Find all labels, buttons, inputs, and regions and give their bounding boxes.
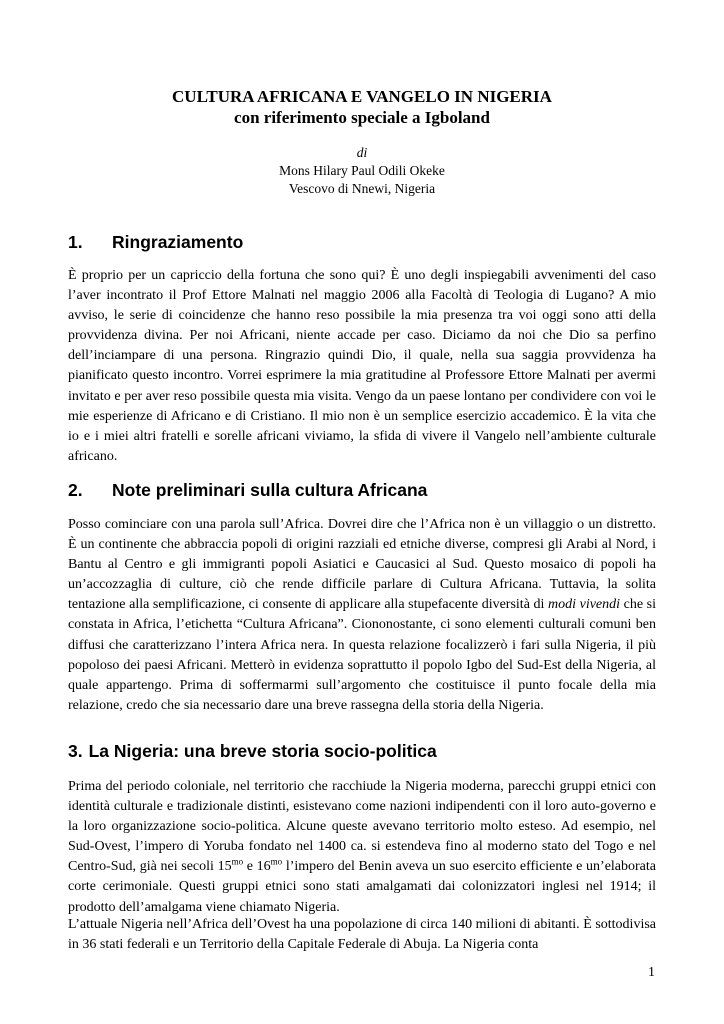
section-3-paragraph-1 [68,777,656,918]
section-1-title: Ringraziamento [112,232,244,252]
section-2-text-a: Posso cominciare con una parola sull’Africa. Dovrei dire che l’Africa non è un villaggio o un distretto. È un continente che abbraccia popoli di origini razziali ed etniche diverse, compresi gli Arabi al Nord, i Bantu al Centro e gli immigranti popoli Asiatici e Caucasici al Sud. Questo mosaico di popoli ha un’accozzaglia di culture, ciò che rende difficile parlare di Cultura Africana. Tuttavia, la solita tentazione alla semplificazione, ci consente di applicare alla stupefacente diversità di [68,517,656,613]
section-1-paragraph: È proprio per un capriccio della fortuna che sono qui? È uno degli inspiegabili avvenimenti del caso l’aver incontrato il Prof Ettore Malnati nel maggio 2006 alla Facoltà di Teologia di Lugano? A mio avviso, le serie di coincidenze che hanno reso possibile la mia presenza tra voi oggi sono atti della provvidenza divina. Per noi Africani, niente accade per caso. Diciamo da noi che Dio sa perfino dell’inciampare di una persona. Ringrazio quindi Dio, il quale, nella sua saggia provvidenza ha pianificato questo incontro. Vorrei esprimere la mia gratitudine al Professore Ettore Malnati per avermi invitato e per aver reso possibile questa mia visita. Vengo da un paese lontano per condividere con voi le mie esperienze di Africano e di Cristiano. Il mio non è un semplice esercizio accademico. È la vita che io e i miei altri fratelli e sorelle africani viviamo, la sfida di vivere il Vangelo nell’ambiente culturale africano. [68,268,656,464]
section-3-title: La Nigeria: una breve storia socio-politica [88,741,437,761]
author-name: Mons Hilary Paul Odili Okeke [279,163,445,178]
section-2-italic-term: modi vivendi [548,597,621,613]
byline-di: di [356,145,368,160]
superscript-mo-2: mo [270,856,283,867]
section-3-paragraph-2: L’attuale Nigeria nell’Africa dell’Ovest ha una popolazione di circa 140 milioni di abitanti. È sottodivisa in 36 stati federali e un Territorio della Capitale Federale di Abuja. La Nigeria conta [68,917,656,953]
section-3-text-b: e 16 [243,859,271,875]
section-2-text-b: che si constata in Africa, l’etichetta “Cultura Africana”. Ciononostante, ci sono elementi culturali comuni ben diffusi che caratterizzano l’intera Africa nera. In questa relazione focalizzerò i fari sulla Nigeria, il più popoloso dei paesi Africani. Metterò in evidenza soprattutto il popolo Igbo del Sud-Est della Nigeria, al quale appartengo. Prima di soffermarmi sull’argomento che costituisce il punto focale della mia relazione, credo che sia necessario dare una breve rassegna della storia della Nigeria. [68,597,656,713]
document-subtitle: con riferimento speciale a Igboland [234,108,490,127]
section-3-number: 3. [68,741,83,761]
section-3-text-a: Prima del periodo coloniale, nel territorio che racchiude la Nigeria moderna, parecchi gruppi etnici con identità culturale e tradizionale distinti, esistevano come nazioni indipendenti con il loro auto-governo e la loro organizzazione socio-politica. Alcune queste avevano territorio molto esteso. Ad esempio, nel Sud-Ovest, l’impero di Yoruba fondato nel 1400 ca. si estendeva fino al moderno stato del Togo e nel Centro-Sud, già nei secoli 15 [68,779,656,875]
section-1-number: 1. [68,232,83,252]
section-3-text-c: l’impero del Benin aveva un suo esercito efficiente e un’elaborata corte cerimoniale. Questi gruppi etnici sono stati amalgamati dai colonizzatori inglesi nel 1914; il prodotto dell’amalgama viene chiamato Nigeria. [68,859,656,915]
section-2-heading [68,479,656,501]
section-2-title: Note preliminari sulla cultura Africana [112,480,428,500]
document-title: CULTURA AFRICANA E VANGELO IN NIGERIA [172,87,552,106]
author-role: Vescovo di Nnewi, Nigeria [288,181,436,196]
section-3-heading [68,740,656,762]
section-2-paragraph [68,515,656,716]
section-1-heading [68,231,656,253]
superscript-mo-1: mo [231,856,244,867]
page-number: 1 [648,965,655,980]
section-2-number: 2. [68,480,83,500]
